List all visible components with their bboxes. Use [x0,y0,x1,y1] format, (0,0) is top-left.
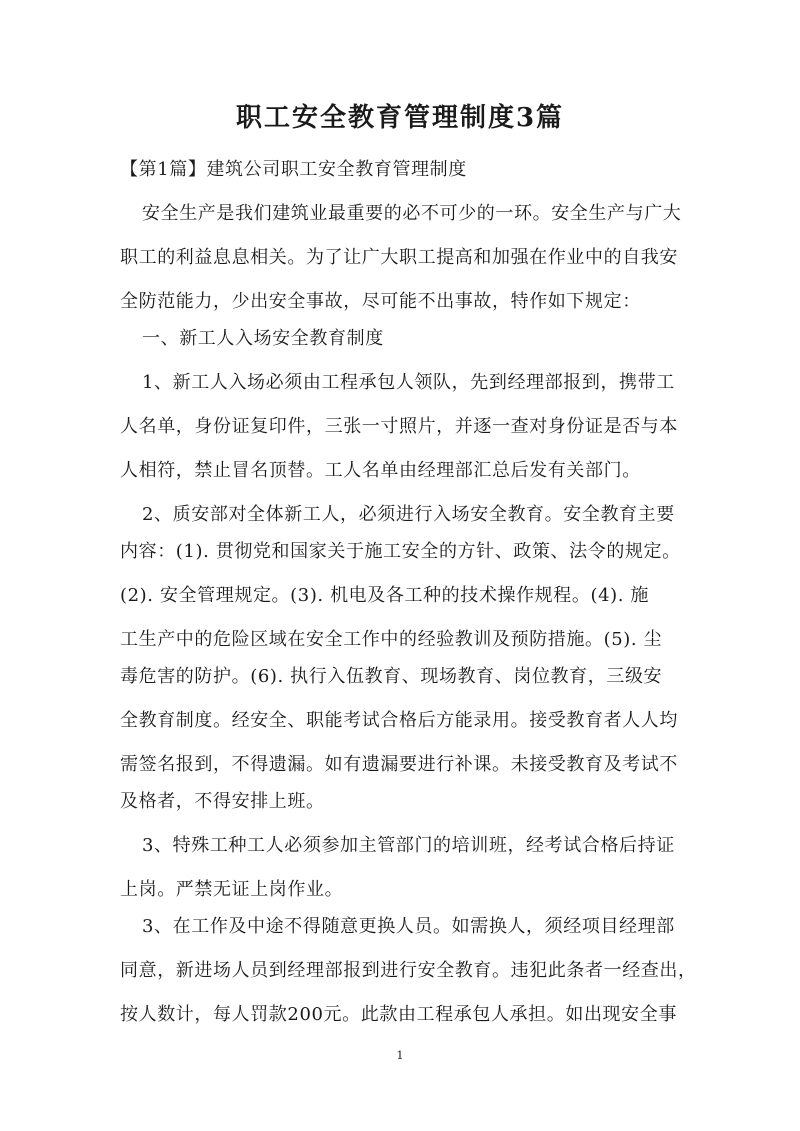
section-heading: 【第1篇】建筑公司职工安全教育管理制度 [120,159,467,180]
paragraph-line: 需签名报到，不得遗漏。如有遗漏要进行补课。未接受教育及考试不 [120,754,678,775]
paragraph-line: 毒危害的防护。(6). 执行入伍教育、现场教育、岗位教育，三级安 [120,666,663,687]
paragraph-line: 全教育制度。经安全、职能考试合格后方能录用。接受教育者人人均 [120,710,678,731]
paragraph-line: 2、质安部对全体新工人，必须进行入场安全教育。安全教育主要 [142,504,675,525]
paragraph-line: 及格者，不得安排上班。 [120,791,325,812]
subheading: 一、新工人入场安全教育制度 [142,328,384,349]
paragraph-line: 按人数计，每人罚款200元。此款由工程承包人承担。如出现安全事 [120,1004,677,1025]
paragraph-line: (2). 安全管理规定。(3). 机电及各工种的技术操作规程。(4). 施 [120,585,650,606]
paragraph-line: 同意，新进场人员到经理部报到进行安全教育。违犯此条者一经查出， [120,960,697,981]
paragraph-line: 人名单，身份证复印件，三张一寸照片，并逐一查对身份证是否与本 [120,416,678,437]
page-number: 1 [396,1049,404,1062]
paragraph-line: 3、特殊工种工人必须参加主管部门的培训班，经考试合格后持证 [142,835,675,856]
paragraph-line: 内容：(1). 贯彻党和国家关于施工安全的方针、政策、法令的规定。 [120,541,681,562]
paragraph-line: 职工的利益息息相关。为了让广大职工提高和加强在作业中的自我安 [120,247,678,268]
paragraph-line: 工生产中的危险区域在安全工作中的经验教训及预防措施。(5). 尘 [120,629,663,650]
paragraph-line: 3、在工作及中途不得随意更换人员。如需换人，须经项目经理部 [142,916,675,937]
paragraph-line: 全防范能力，少出安全事故，尽可能不出事故，特作如下规定： [120,291,641,312]
paragraph-line: 上岗。严禁无证上岗作业。 [120,879,344,900]
document-title: 职工安全教育管理制度3篇 [235,103,565,133]
paragraph-line: 安全生产是我们建筑业最重要的必不可少的一环。安全生产与广大 [142,203,682,224]
paragraph-line: 人相符，禁止冒名顶替。工人名单由经理部汇总后发有关部门。 [120,460,641,481]
paragraph-line: 1、新工人入场必须由工程承包人领队，先到经理部报到，携带工 [142,372,675,393]
